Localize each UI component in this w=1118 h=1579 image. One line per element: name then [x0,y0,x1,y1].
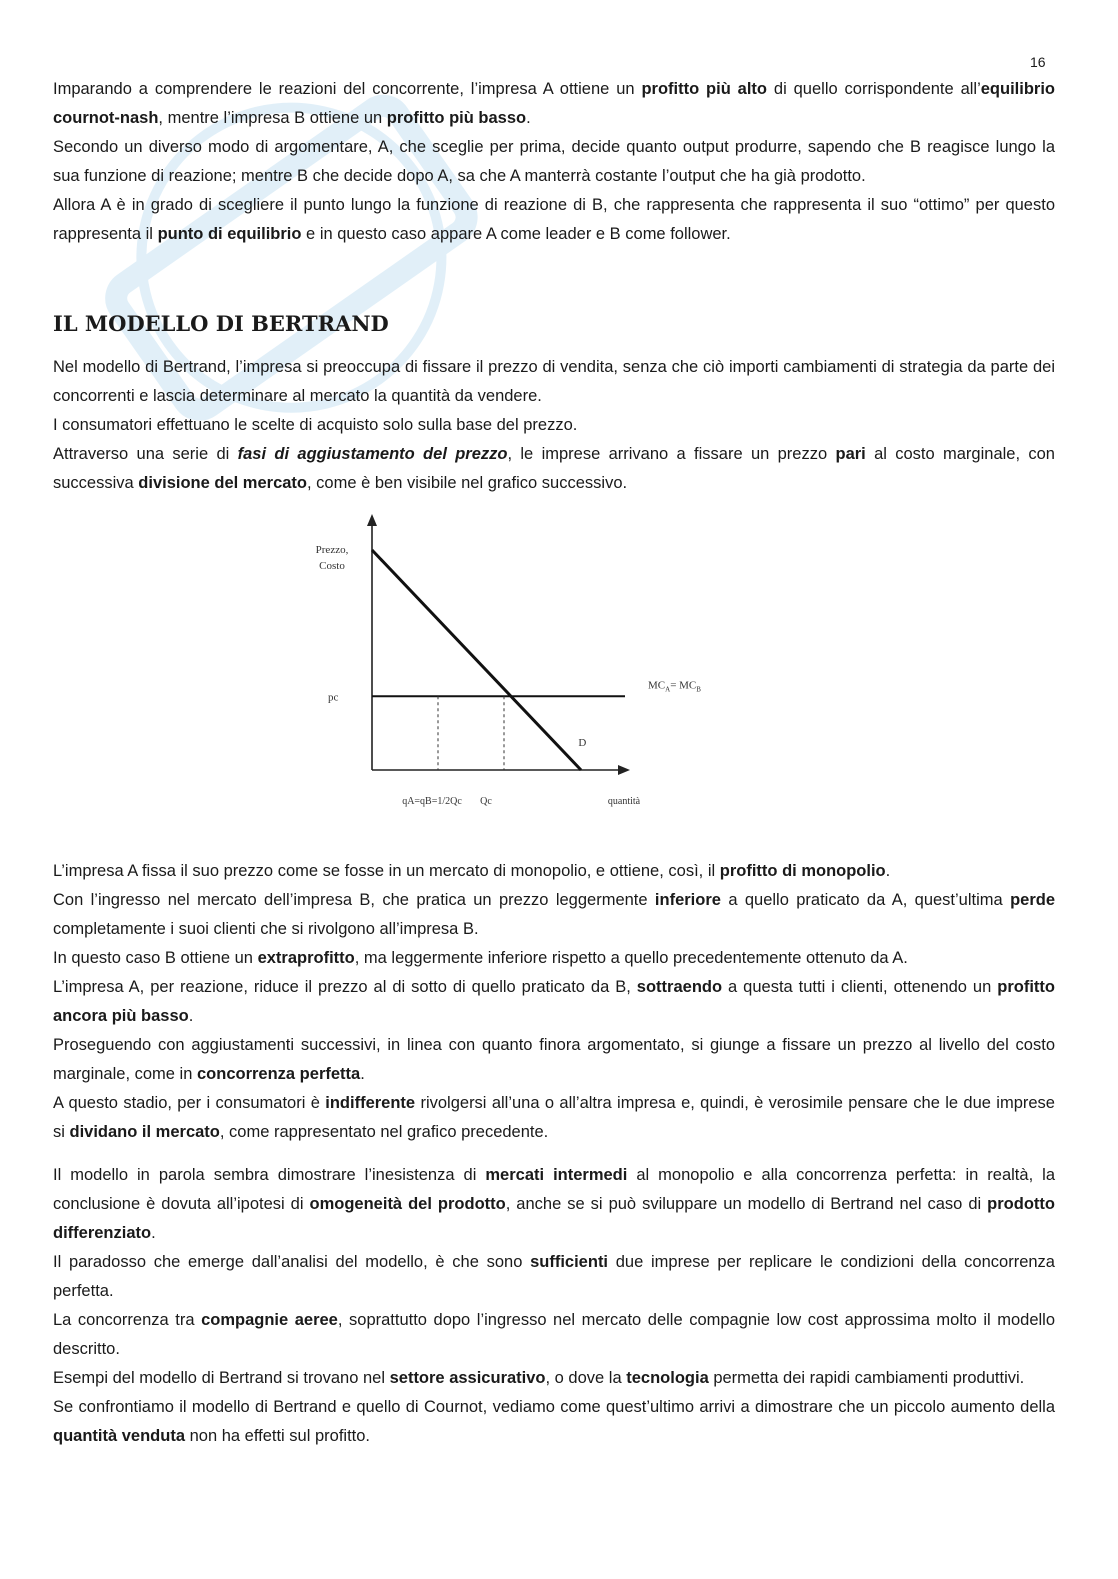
paragraph [53,973,1055,1031]
bold-text: quantità venduta [53,1427,186,1445]
text-run: . [526,109,531,127]
text-run: I consumatori effettuano le scelte di acquisto solo sulla base del prezzo. [53,416,578,434]
demand-label: D [578,736,587,749]
text-run: Se confrontiamo il modello di Bertrand e quello di Cournot, vediamo come quest’ultimo arrivi a dimostrare che un piccolo aumento della [53,1398,1055,1416]
paragraph [53,1393,1055,1451]
text-run: rivolgersi all’una o all’altra impresa e, quindi, è verosimile pensare che le due imprese si [53,1094,1055,1141]
bold-text: profitto più basso [386,109,527,127]
x-axis-arrow [618,765,630,775]
text-run: Il modello in parola sembra dimostrare l’inesistenza di [53,1166,486,1184]
text-run: Il paradosso che emerge dall’analisi del modello, è che sono [53,1253,531,1271]
price-level-label: pc [328,691,339,704]
bertrand-text [53,353,1055,498]
bold-text: sottraendo [636,978,723,996]
bold-text: settore assicurativo [389,1369,546,1387]
text-run: al monopolio e alla concorrenza perfetta: in realtà, la conclusione è dovuta all’ipotesi di [53,1166,1055,1213]
bertrand-chart [300,512,740,822]
text-run: L’impresa A, per reazione, riduce il prezzo al di sotto di quello praticato da B, [53,978,637,996]
text-run: e in questo caso appare A come leader e B come follower. [301,225,731,243]
bold-text: sufficienti [530,1253,609,1271]
mc-label: $MC_A= MC_B$ [648,679,701,694]
text-run: completamente i suoi clienti che si rivolgono all’impresa B. [53,920,479,938]
text-run: In questo caso B ottiene un [53,949,258,967]
text-run: non ha effetti sul profitto. [185,1427,370,1445]
bold-text: inferiore [654,891,721,909]
paragraph [53,1089,1055,1147]
text-run: Imparando a comprendere le reazioni del concorrente, l’impresa A ottiene un [53,80,642,98]
text-run: , le imprese arrivano a fissare un prezzo [507,445,836,463]
text-run: a questa tutti i clienti, ottenendo un [722,978,998,996]
bold-text: profitto di monopolio [719,862,886,880]
bold-text: punto di equilibrio [157,225,302,243]
text-run: . [188,1007,194,1025]
paragraph [53,1306,1055,1364]
text-run: di quello corrispondente all’ [767,80,981,98]
bold-text: dividano il mercato [69,1123,220,1141]
bold-text: prodotto differenziato [53,1195,1055,1242]
after-chart-text [53,857,1055,1147]
text-run: permetta dei rapidi cambiamenti produttivi. [708,1369,1025,1387]
bold-text: tecnologia [626,1369,709,1387]
text-run: La concorrenza tra [53,1311,202,1329]
text-run: , mentre l’impresa B ottiene un [158,109,387,127]
text-run: L’impresa A fissa il suo prezzo come se fosse in un mercato di monopolio, e ottiene, così, il [53,862,720,880]
bold-text: profitto più alto [641,80,768,98]
paragraph [53,75,1055,133]
paragraph [53,1248,1055,1306]
paragraph [53,1364,1055,1393]
text-run: . [360,1065,365,1083]
text-run: a quello praticato da A, quest’ultima [720,891,1011,909]
paragraph [53,886,1055,944]
qa-label: qA=qB=1/2Qc [402,796,462,807]
bold-text: fasi di aggiustamento del prezzo [237,445,508,463]
text-run: , come è ben visibile nel grafico successivo. [307,474,628,492]
paragraph [53,191,1055,249]
y-axis-label-line1: Prezzo, [315,544,349,556]
bold-text: omogeneità del prodotto [309,1195,506,1213]
text-run: , come rappresentato nel grafico precedente. [219,1123,549,1141]
paragraph [53,411,1055,440]
text-run: al costo marginale, con successiva [53,445,1055,492]
bold-text: mercati intermedi [485,1166,628,1184]
text-run: , ma leggermente inferiore rispetto a quello precedentemente ottenuto da A. [354,949,908,967]
text-run: A questo stadio, per i consumatori è [53,1094,326,1112]
text-run: Allora A è in grado di scegliere il punto lungo la funzione di reazione di B, che rappresenta che rappresenta il suo “ottimo” per questo rappresenta il [53,196,1055,243]
qc-label: Qc [480,796,492,807]
intro-text [53,75,1055,249]
text-run: Esempi del modello di Bertrand si trovano nel [53,1369,390,1387]
paragraph [53,133,1055,191]
chart-svg [300,512,740,822]
paragraph [53,353,1055,411]
text-run: , soprattutto dopo l’ingresso nel mercato delle compagnie low cost approssima molto il modello descritto. [53,1311,1055,1358]
text-run: Con l’ingresso nel mercato dell’impresa B, che pratica un prezzo leggermente [53,891,655,909]
text-run: . [885,862,891,880]
final-text [53,1161,1055,1451]
bold-text: concorrenza perfetta [196,1065,361,1083]
text-run: Proseguendo con aggiustamenti successivi, in linea con quanto finora argomentato, si giunge a fissare un prezzo al livello del costo marginale, come in [53,1036,1055,1083]
text-run: . [151,1224,156,1242]
paragraph [53,857,1055,886]
bold-text: compagnie aeree [201,1311,338,1329]
paragraph [53,944,1055,973]
bold-text: profitto ancora più basso [53,978,1055,1025]
section-title: IL MODELLO DI BERTRAND [53,311,389,336]
bold-text: divisione del mercato [138,474,308,492]
page-number: 16 [1030,54,1046,70]
y-axis-label-line2: Costo [319,560,345,572]
bold-text: pari [835,445,866,463]
text-run: Attraverso una serie di [53,445,238,463]
paragraph [53,1161,1055,1248]
bold-text: indifferente [325,1094,416,1112]
y-axis-arrow [367,514,377,526]
paragraph [53,1031,1055,1089]
text-run: , anche se si può sviluppare un modello di Bertrand nel caso di [505,1195,988,1213]
paragraph [53,440,1055,498]
x-axis-label: quantità [607,796,641,807]
text-run: Secondo un diverso modo di argomentare, A, che sceglie per prima, decide quanto output produrre, sapendo che B reagisce lungo la sua funzione di reazione; mentre B che decide dopo A, sa che A manterrà costante l’output che ha già prodotto. [53,138,1055,185]
text-run: due imprese per replicare le condizioni della concorrenza perfetta. [53,1253,1055,1300]
demand-line [372,550,581,770]
bold-text: equilibrio cournot-nash [53,80,1055,127]
bold-text: perde [1010,891,1055,909]
text-run: Nel modello di Bertrand, l’impresa si preoccupa di fissare il prezzo di vendita, senza che ciò importi cambiamenti di strategia da parte dei concorrenti e lascia determinare al mercato la quantità da vendere. [53,358,1055,405]
bold-text: extraprofitto [257,949,355,967]
text-run: , o dove la [545,1369,627,1387]
